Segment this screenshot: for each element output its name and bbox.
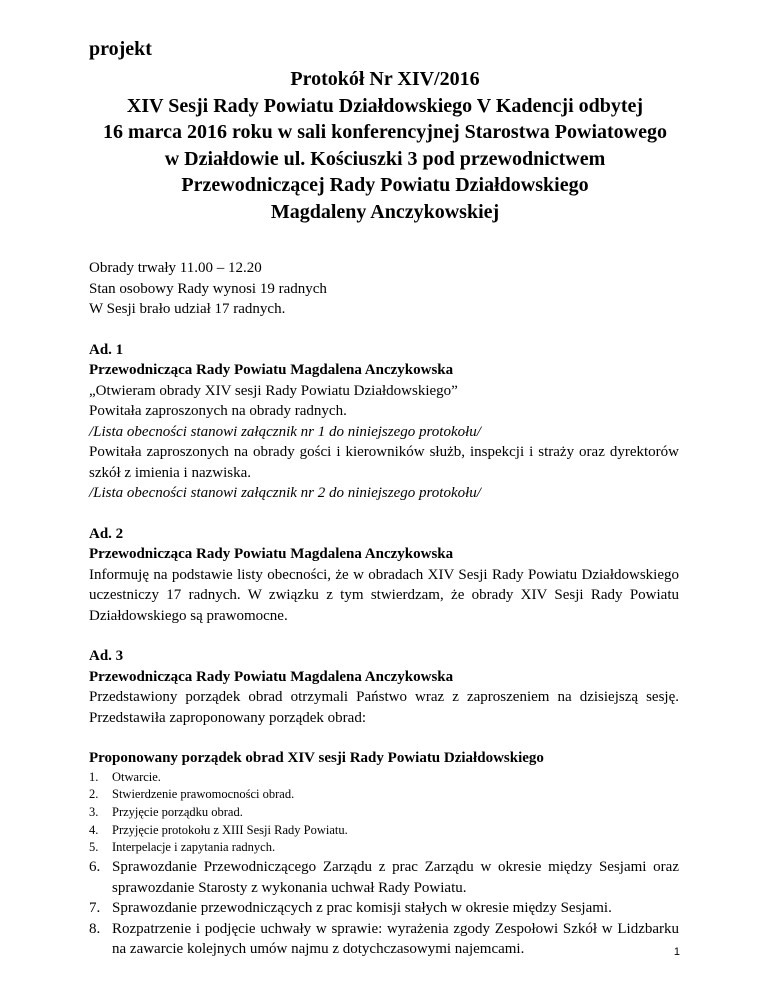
agenda-item-number: 6. bbox=[89, 859, 101, 876]
ad1-section bbox=[89, 340, 679, 504]
agenda-item bbox=[89, 804, 679, 822]
draft-label: projekt bbox=[89, 38, 152, 60]
session-duration: Obrady trwały 11.00 – 12.20 bbox=[89, 260, 262, 276]
ad1-quote: „Otwieram obrady XIV sesji Rady Powiatu Działdowskiego” bbox=[89, 382, 458, 399]
agenda-item bbox=[89, 786, 679, 804]
ad2-heading: Ad. 2 bbox=[89, 525, 124, 542]
ad1-heading: Ad. 1 bbox=[89, 341, 124, 358]
ad3-section bbox=[89, 646, 679, 728]
ad2-section bbox=[89, 524, 679, 627]
agenda-item bbox=[89, 919, 679, 960]
agenda-item bbox=[89, 839, 679, 857]
agenda-item-number: 5. bbox=[89, 840, 99, 855]
ad3-text: Przedstawiony porządek obrad otrzymali Państwo wraz z zaproszeniem na dzisiejszą sesję. Przedstawiła zaproponowany porządek obrad: bbox=[89, 689, 679, 726]
agenda-item-number: 8. bbox=[89, 920, 101, 937]
ad3-speaker: Przewodnicząca Rady Powiatu Magdalena Anczykowska bbox=[89, 668, 454, 685]
agenda-item bbox=[89, 898, 679, 919]
agenda-list bbox=[89, 769, 679, 960]
agenda-item-text: Sprawozdanie przewodniczących z prac komisji stałych w okresie między Sesjami. bbox=[112, 900, 612, 917]
ad1-note2: /Lista obecności stanowi załącznik nr 2 do niniejszego protokołu/ bbox=[89, 485, 481, 501]
attendance-count: W Sesji brało udział 17 radnych. bbox=[89, 301, 286, 317]
agenda-item-number: 2. bbox=[89, 787, 99, 802]
ad1-speaker: Przewodnicząca Rady Powiatu Magdalena Anczykowska bbox=[89, 362, 454, 378]
agenda-item-number: 1. bbox=[89, 769, 99, 784]
agenda-item-text: Stwierdzenie prawomocności obrad. bbox=[112, 787, 295, 802]
ad1-line1: Powitała zaproszonych na obrady radnych. bbox=[89, 403, 347, 419]
agenda-item-number: 4. bbox=[89, 822, 99, 837]
agenda-item-text: Otwarcie. bbox=[112, 769, 161, 784]
ad2-speaker: Przewodnicząca Rady Powiatu Magdalena Anczykowska bbox=[89, 546, 454, 562]
title-line: Protokół Nr XIV/2016 bbox=[290, 68, 480, 90]
title-line: Przewodniczącej Rady Powiatu Działdowskiego bbox=[181, 174, 589, 197]
agenda-item-text: Przyjęcie protokołu z XIII Sesji Rady Powiatu. bbox=[112, 822, 348, 837]
intro-section bbox=[89, 258, 679, 320]
ad1-note1: /Lista obecności stanowi załącznik nr 1 do niniejszego protokołu/ bbox=[89, 423, 481, 440]
title-line: 16 marca 2016 roku w sali konferencyjnej Starostwa Powiatowego bbox=[102, 121, 668, 144]
agenda-item-number: 3. bbox=[89, 804, 99, 819]
ad3-heading: Ad. 3 bbox=[89, 648, 124, 664]
agenda-item bbox=[89, 822, 679, 840]
agenda-item-text: Przyjęcie porządku obrad. bbox=[112, 804, 243, 819]
title-line: XIV Sesji Rady Powiatu Działdowskiego V Kadencji odbytej bbox=[126, 94, 644, 117]
agenda-item-number: 7. bbox=[89, 900, 101, 917]
ad1-line2: Powitała zaproszonych na obrady gości i kierowników służb, inspekcji i straży oraz dyrektorów szkół z imienia i nazwiska. bbox=[89, 444, 679, 481]
title-line: Magdaleny Anczykowskiej bbox=[270, 200, 500, 223]
agenda-item bbox=[89, 857, 679, 898]
title-line: w Działdowie ul. Kościuszki 3 pod przewodnictwem bbox=[164, 147, 606, 170]
protocol-title bbox=[70, 66, 700, 226]
page-number: 1 bbox=[673, 946, 680, 958]
agenda-item-text: Sprawozdanie Przewodniczącego Zarządu z prac Zarządu w okresie między Sesjami oraz sprawozdanie Starosty z wykonania uchwał Rady Powiatu. bbox=[112, 859, 679, 896]
ad2-text: Informuję na podstawie listy obecności, że w obradach XIV Sesji Rady Powiatu Działdowskiego uczestniczy 17 radnych. W związku z tym stwierdzam, że obrady XIV Sesji Rady Powiatu Działdowskiego są prawomocne. bbox=[89, 566, 679, 624]
council-size: Stan osobowy Rady wynosi 19 radnych bbox=[89, 280, 327, 297]
agenda-heading: Proponowany porządek obrad XIV sesji Rady Powiatu Działdowskiego bbox=[89, 750, 544, 766]
document-body bbox=[89, 258, 679, 960]
agenda-item-text: Interpelacje i zapytania radnych. bbox=[112, 840, 276, 855]
agenda-item-text: Rozpatrzenie i podjęcie uchwały w sprawie: wyrażenia zgody Zespołowi Szkół w Lidzbarku na zawarcie kolejnych umów najmu z dotychczasowymi najemcami. bbox=[112, 920, 679, 958]
agenda-item bbox=[89, 769, 679, 787]
agenda-section bbox=[89, 748, 679, 960]
